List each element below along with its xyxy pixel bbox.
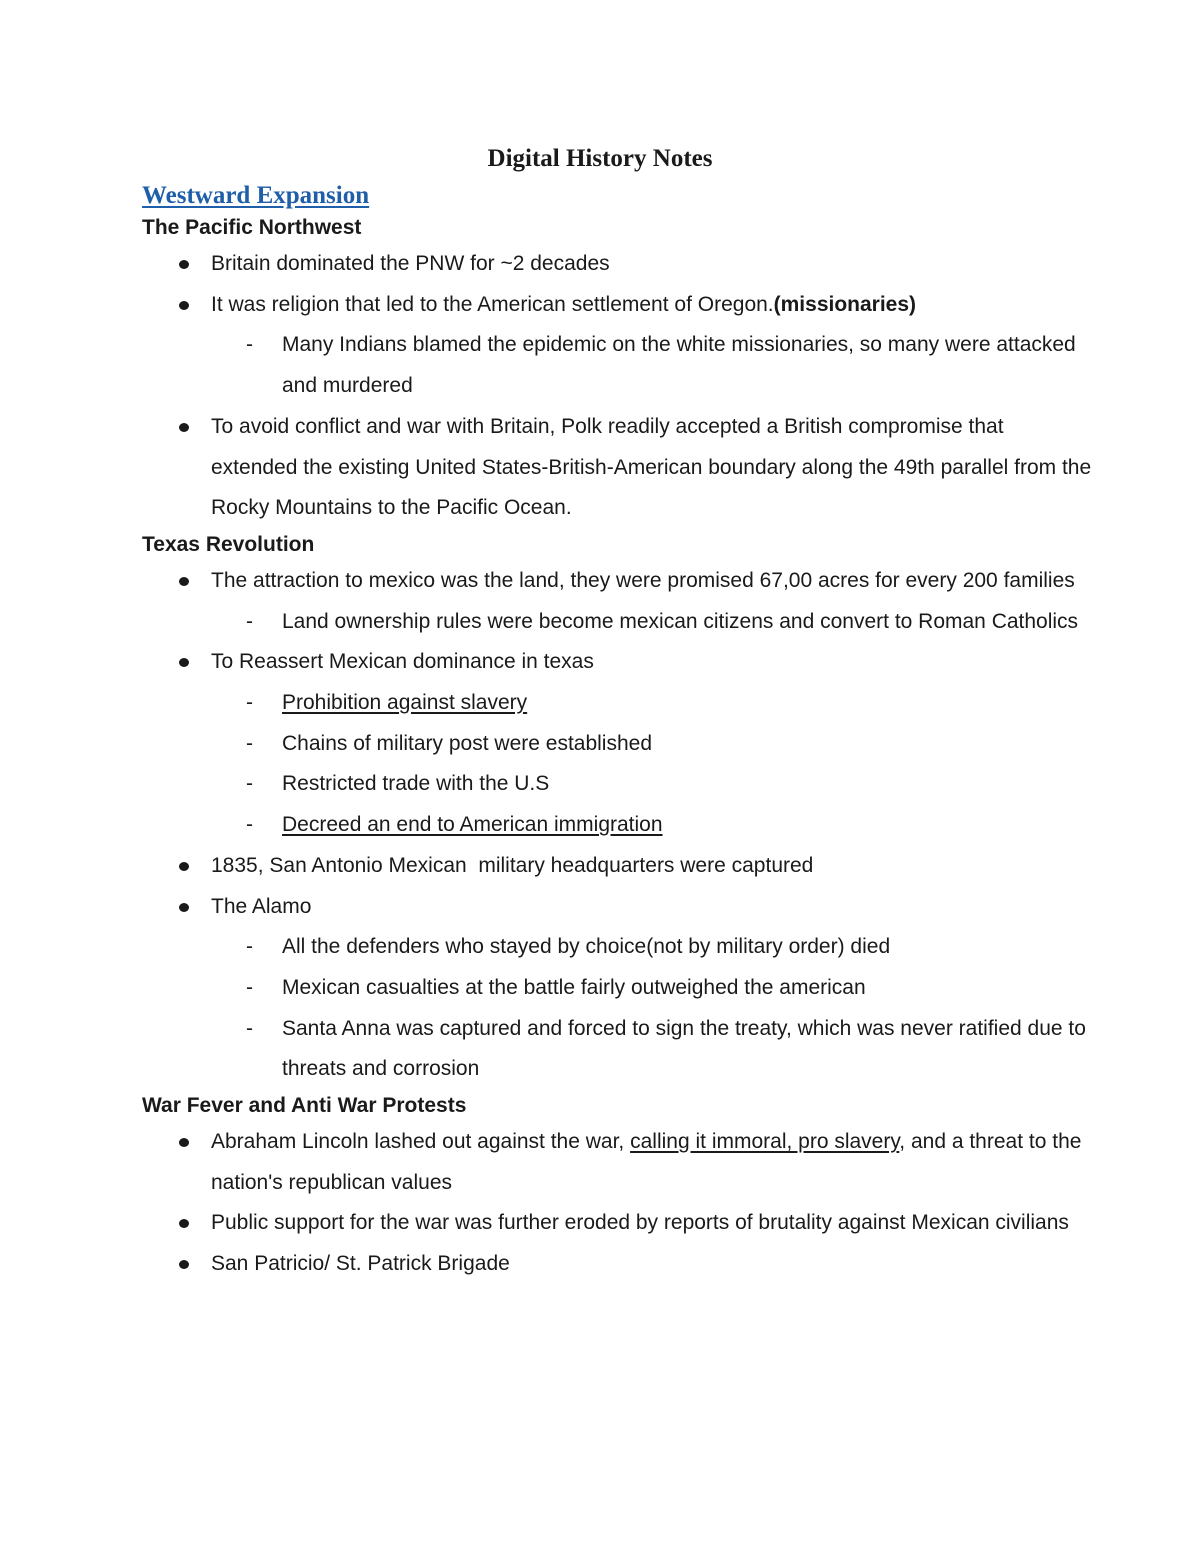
bullet-icon (179, 903, 189, 912)
dash-icon: - (246, 935, 253, 959)
section-heading-westward-expansion: Westward Expansion (142, 182, 370, 209)
bullet-item (142, 561, 1092, 602)
dash-icon: - (246, 813, 253, 837)
bullet-text: San Patricio/ St. Patrick Brigade (211, 1252, 510, 1276)
bullet-text: To Reassert Mexican dominance in texas (211, 650, 594, 674)
dash-item (142, 968, 1092, 1009)
bullet-item (142, 1203, 1092, 1244)
bullet-item (142, 1122, 1092, 1203)
bullet-item (142, 642, 1092, 683)
bullet-underlined-text: calling it immoral, pro slavery (630, 1130, 900, 1154)
notes-content (142, 212, 1092, 1285)
subheading-texas-revolution: Texas Revolution (142, 532, 315, 556)
dash-item (142, 724, 1092, 765)
bullet-text: Britain dominated the PNW for ~2 decades (211, 252, 610, 275)
bullet-icon (179, 1138, 189, 1147)
bullet-text: It was religion that led to the American settlement of Oregon. (211, 292, 774, 316)
bullet-text: Abraham Lincoln lashed out against the war, (211, 1130, 631, 1154)
bullet-text: , and a threat to the nation's republican values (211, 1130, 1082, 1194)
bullet-text: The attraction to mexico was the land, they were promised 67,00 acres for every 200 families (211, 568, 1075, 592)
dash-item (142, 325, 1092, 406)
bullet-item (142, 407, 1092, 529)
dash-icon: - (246, 1016, 253, 1040)
dash-item (142, 602, 1092, 643)
bullet-icon (179, 1219, 189, 1228)
dash-text: Decreed an end to American immigration (282, 813, 663, 837)
dash-item (142, 764, 1092, 805)
dash-item (142, 927, 1092, 968)
dash-text: Many Indians blamed the epidemic on the white missionaries, so many were attacked and murdered (282, 333, 1076, 398)
bullet-text: To avoid conflict and war with Britain, Polk readily accepted a British compromise that extended the existing United States-British-American boundary along the 49th parallel from the Rocky Mountains to the Pacific Ocean. (211, 414, 1092, 520)
dash-icon: - (246, 731, 253, 755)
document-title: Digital History Notes (487, 145, 713, 172)
dash-icon: - (246, 691, 253, 715)
bullet-item (142, 285, 1092, 326)
dash-text: Santa Anna was captured and forced to sign the treaty, which was never ratified due to threats and corrosion (282, 1016, 1086, 1081)
subheading-pacific-northwest: The Pacific Northwest (142, 216, 362, 239)
dash-text: All the defenders who stayed by choice(not by military order) died (282, 935, 891, 959)
dash-text: Restricted trade with the U.S (282, 772, 550, 796)
subheading-war-fever: War Fever and Anti War Protests (142, 1094, 467, 1118)
bullet-icon (179, 301, 189, 310)
dash-icon: - (246, 975, 253, 999)
dash-icon: - (246, 772, 253, 796)
bullet-icon (179, 1260, 189, 1269)
dash-item (142, 1009, 1092, 1090)
bullet-icon (179, 423, 189, 432)
bullet-item (142, 244, 1092, 285)
bullet-text: The Alamo (211, 894, 312, 918)
bullet-text: Public support for the war was further eroded by reports of brutality against Mexican civilians (211, 1211, 1069, 1235)
bullet-bold-text: (missionaries) (773, 292, 917, 316)
bullet-item (142, 846, 1092, 887)
bullet-icon (179, 658, 189, 667)
dash-item (142, 683, 1092, 724)
dash-text: Chains of military post were established (282, 731, 653, 755)
dash-text: Prohibition against slavery (282, 691, 528, 715)
bullet-icon (179, 862, 189, 871)
bullet-icon (179, 260, 189, 269)
dash-item (142, 805, 1092, 846)
bullet-text: 1835, San Antonio Mexican military headquarters were captured (211, 853, 814, 877)
bullet-icon (179, 577, 189, 586)
dash-icon: - (246, 333, 253, 357)
dash-icon: - (246, 609, 253, 633)
bullet-item (142, 1244, 1092, 1285)
dash-text: Land ownership rules were become mexican citizens and convert to Roman Catholics (282, 609, 1079, 633)
dash-text: Mexican casualties at the battle fairly outweighed the american (282, 975, 866, 999)
bullet-item (142, 887, 1092, 928)
